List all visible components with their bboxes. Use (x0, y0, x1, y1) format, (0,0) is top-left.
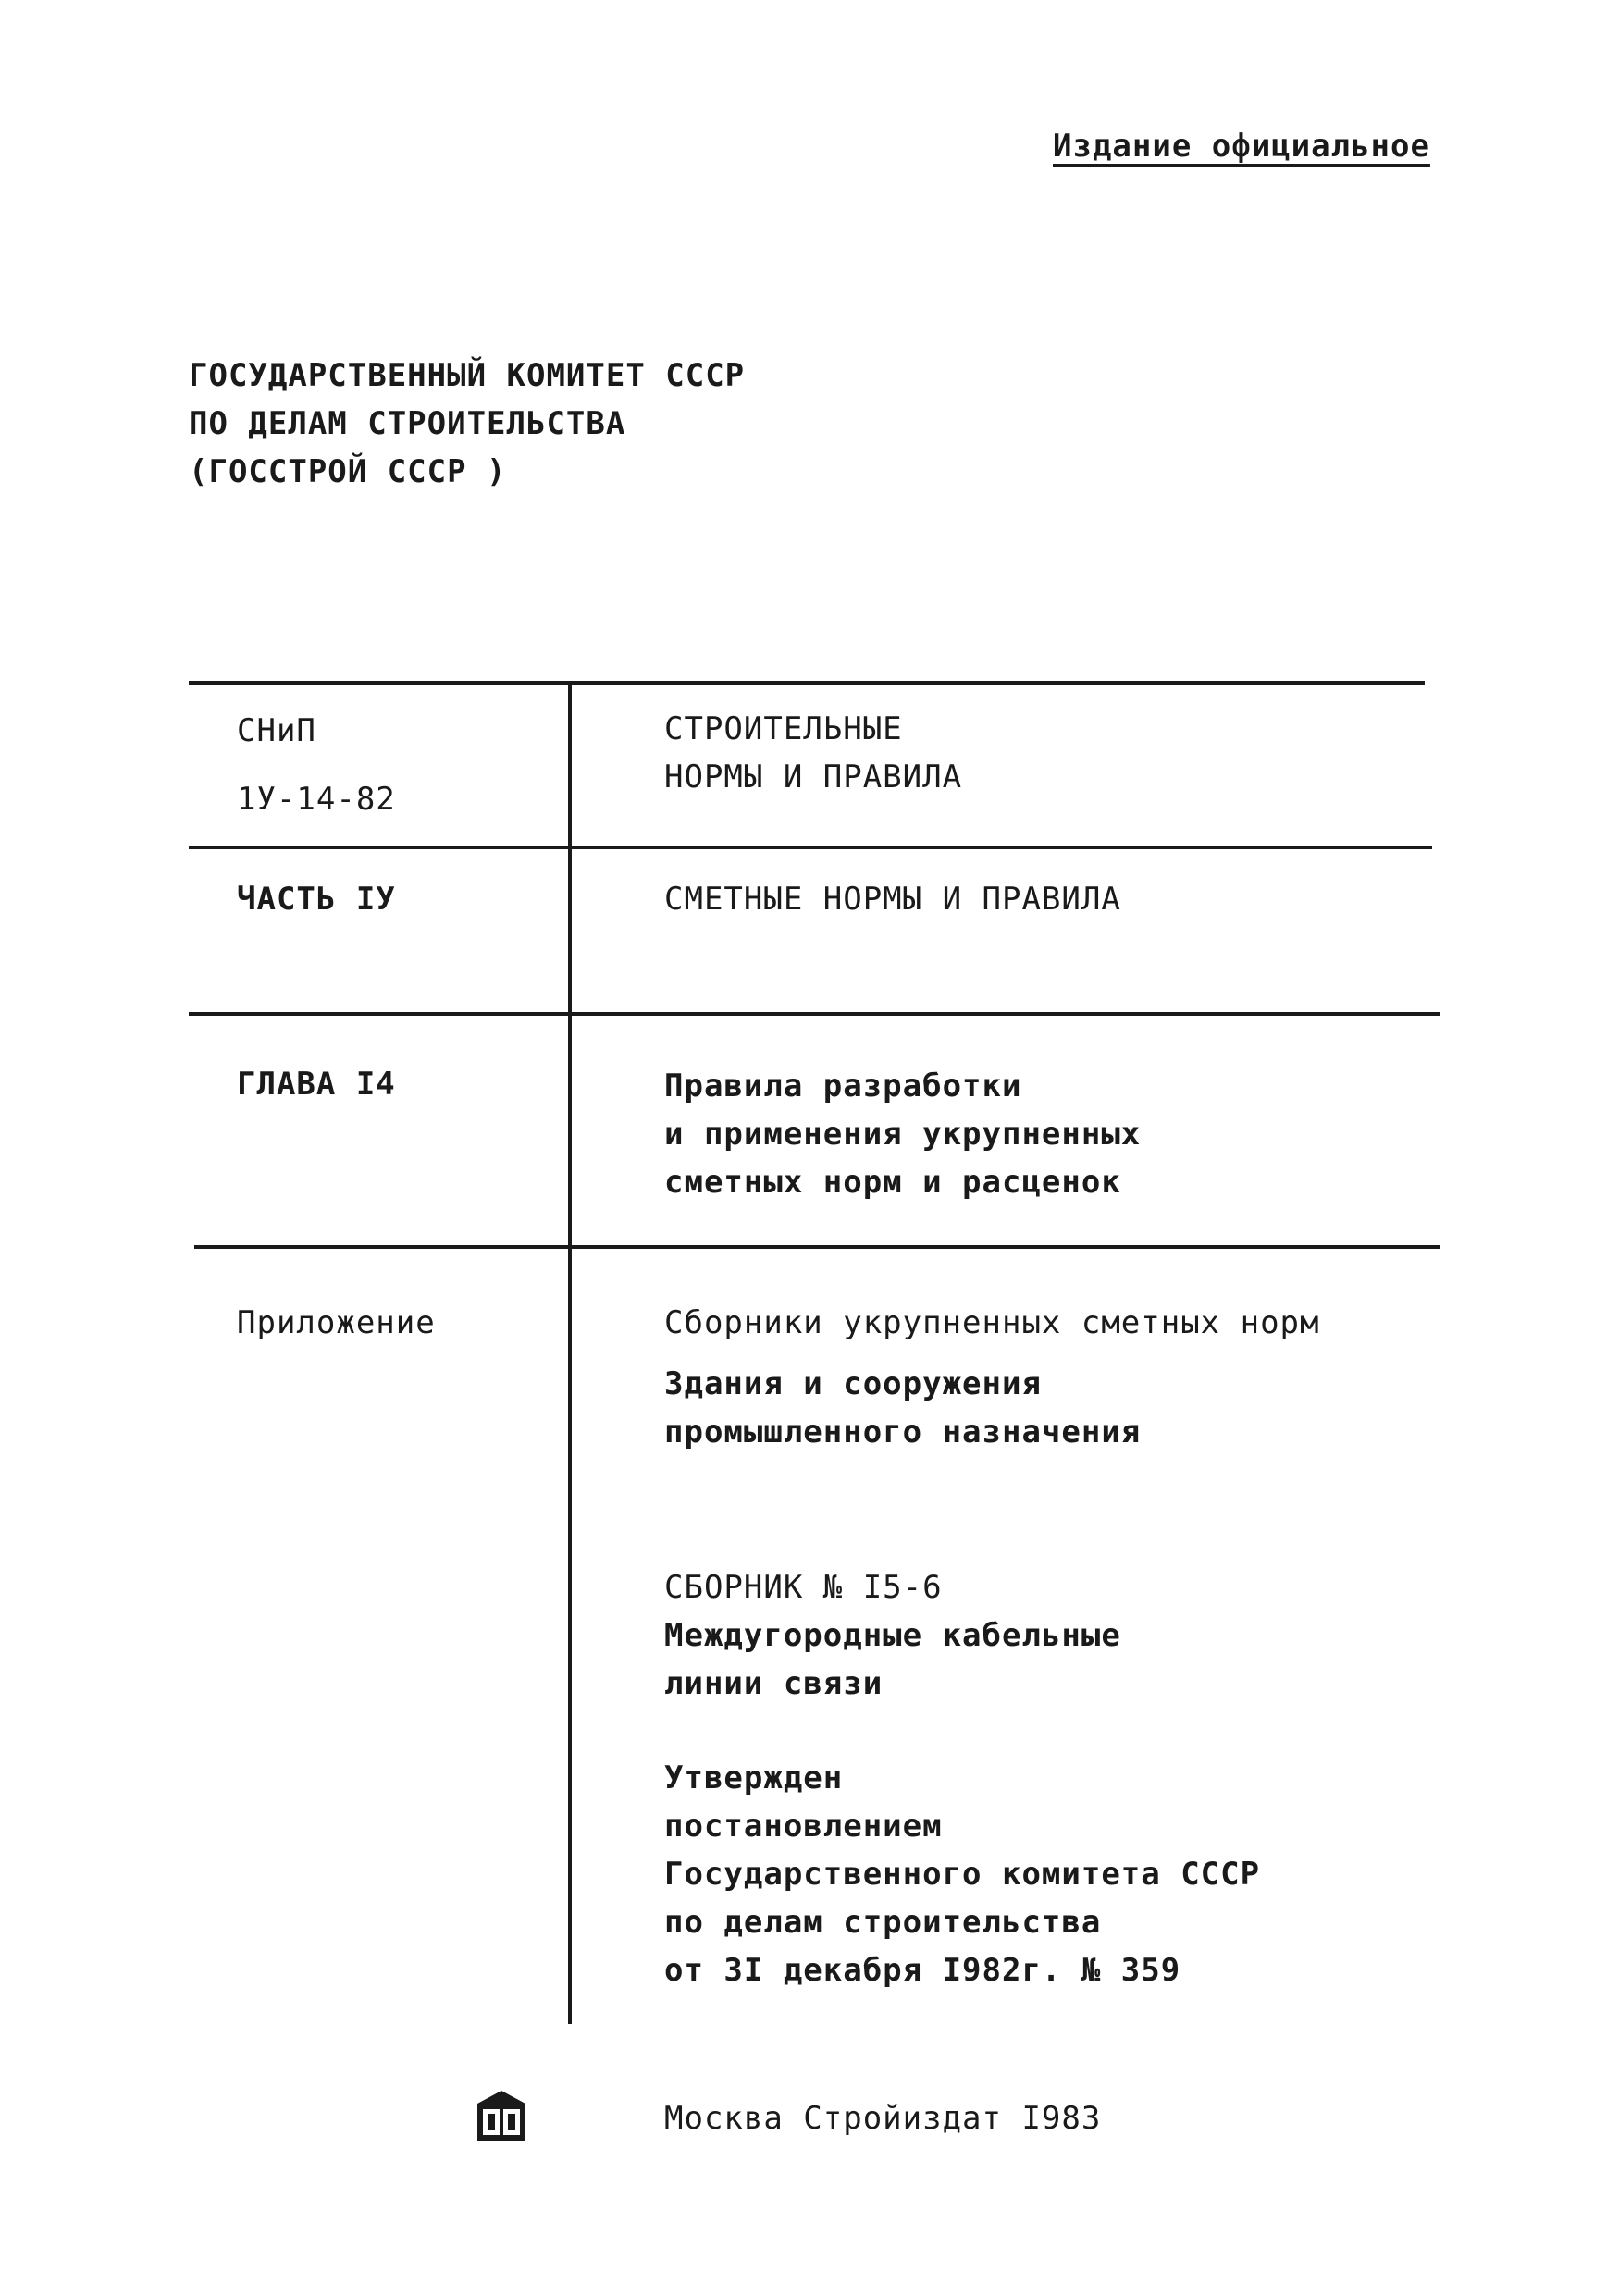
table-rule-2 (189, 1012, 1440, 1016)
chapter-label: ГЛАВА I4 (237, 1066, 396, 1103)
snip-title-line-1: СТРОИТЕЛЬНЫЕ (664, 710, 903, 747)
row-chapter-right (664, 1062, 1141, 1206)
collection-title-line-2: линии связи (664, 1665, 884, 1702)
part-label: ЧАСТЬ IУ (237, 881, 396, 918)
table-rule-1 (189, 846, 1432, 849)
appendix-title-line-2: Здания и сооружения (664, 1365, 1042, 1402)
issuer-line-2: ПО ДЕЛАМ СТРОИТЕЛЬСТВА (189, 405, 626, 442)
issuer-line-3: (ГОССТРОЙ СССР ) (189, 453, 507, 490)
row-snip-right (664, 705, 962, 801)
publisher-line: Москва Стройиздат I983 (664, 2100, 1102, 2137)
row-chapter-left (237, 1060, 396, 1108)
snip-number: 1У-14-82 (237, 781, 396, 818)
collection-block (664, 1563, 1121, 1708)
issuer-block (189, 352, 745, 496)
issuer-line-1: ГОСУДАРСТВЕННЫЙ КОМИТЕТ СССР (189, 357, 746, 394)
approval-line-4: по делам строительства (664, 1904, 1102, 1941)
edition-label: Издание официальное (1053, 128, 1430, 165)
publisher-logo-icon (472, 2089, 531, 2142)
collection-number: СБОРНИК № I5-6 (664, 1569, 943, 1606)
chapter-title-line-1: Правила разработки (664, 1068, 1022, 1105)
appendix-title-line-1: Сборники укрупненных сметных норм (664, 1304, 1320, 1341)
snip-label: СНиП (237, 712, 316, 749)
approval-line-1: Утвержден (664, 1759, 844, 1796)
chapter-title-line-2: и применения укрупненных (664, 1116, 1142, 1153)
approval-block (664, 1754, 1260, 1994)
part-title: СМЕТНЫЕ НОРМЫ И ПРАВИЛА (664, 881, 1121, 918)
table-rule-top (189, 681, 1425, 685)
row-part-left (237, 875, 396, 923)
approval-line-5: от 3I декабря I982г. № 359 (664, 1952, 1181, 1989)
snip-title-line-2: НОРМЫ И ПРАВИЛА (664, 759, 963, 796)
collection-title-line-1: Междугородные кабельные (664, 1617, 1121, 1654)
appendix-title-line-3: промышленного назначения (664, 1413, 1142, 1450)
table-column-divider (568, 685, 572, 2024)
appendix-label: Приложение (237, 1304, 436, 1341)
row-snip-left (237, 707, 396, 823)
row-appendix-right (664, 1299, 1320, 1456)
table-rule-3 (194, 1245, 1440, 1249)
chapter-title-line-3: сметных норм и расценок (664, 1164, 1121, 1201)
row-part-right (664, 875, 1121, 923)
approval-line-3: Государственного комитета СССР (664, 1856, 1261, 1893)
row-appendix-left (237, 1299, 436, 1347)
approval-line-2: постановлением (664, 1808, 943, 1845)
